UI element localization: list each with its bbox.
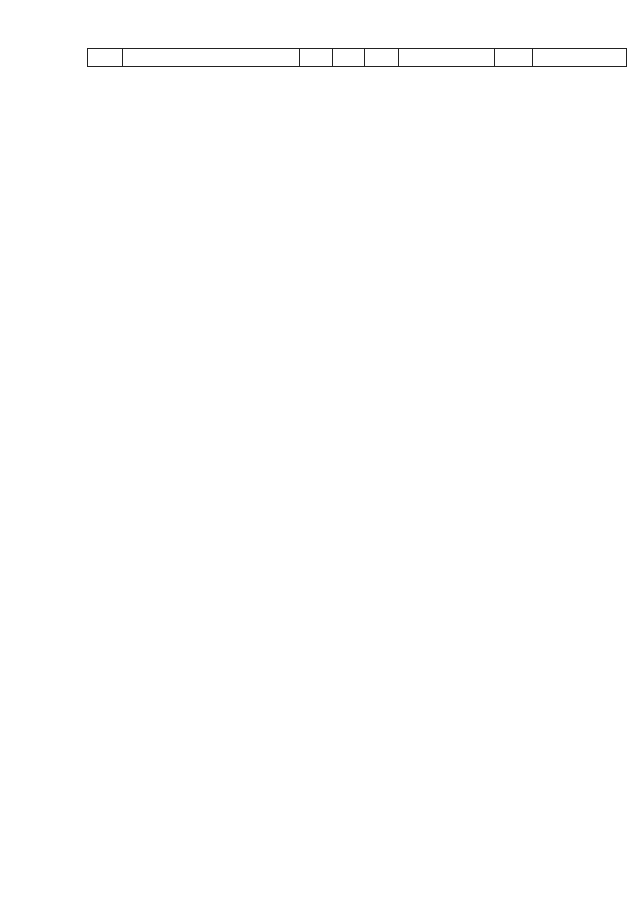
column-header-3 (300, 49, 333, 67)
column-header-7 (494, 49, 533, 67)
column-header-6 (398, 49, 494, 67)
column-header-2 (122, 49, 300, 67)
column-header-5 (365, 49, 399, 67)
column-header-1 (88, 49, 123, 67)
column-header-4 (332, 49, 365, 67)
column-header-8 (533, 49, 627, 67)
column-header-row (87, 48, 627, 67)
